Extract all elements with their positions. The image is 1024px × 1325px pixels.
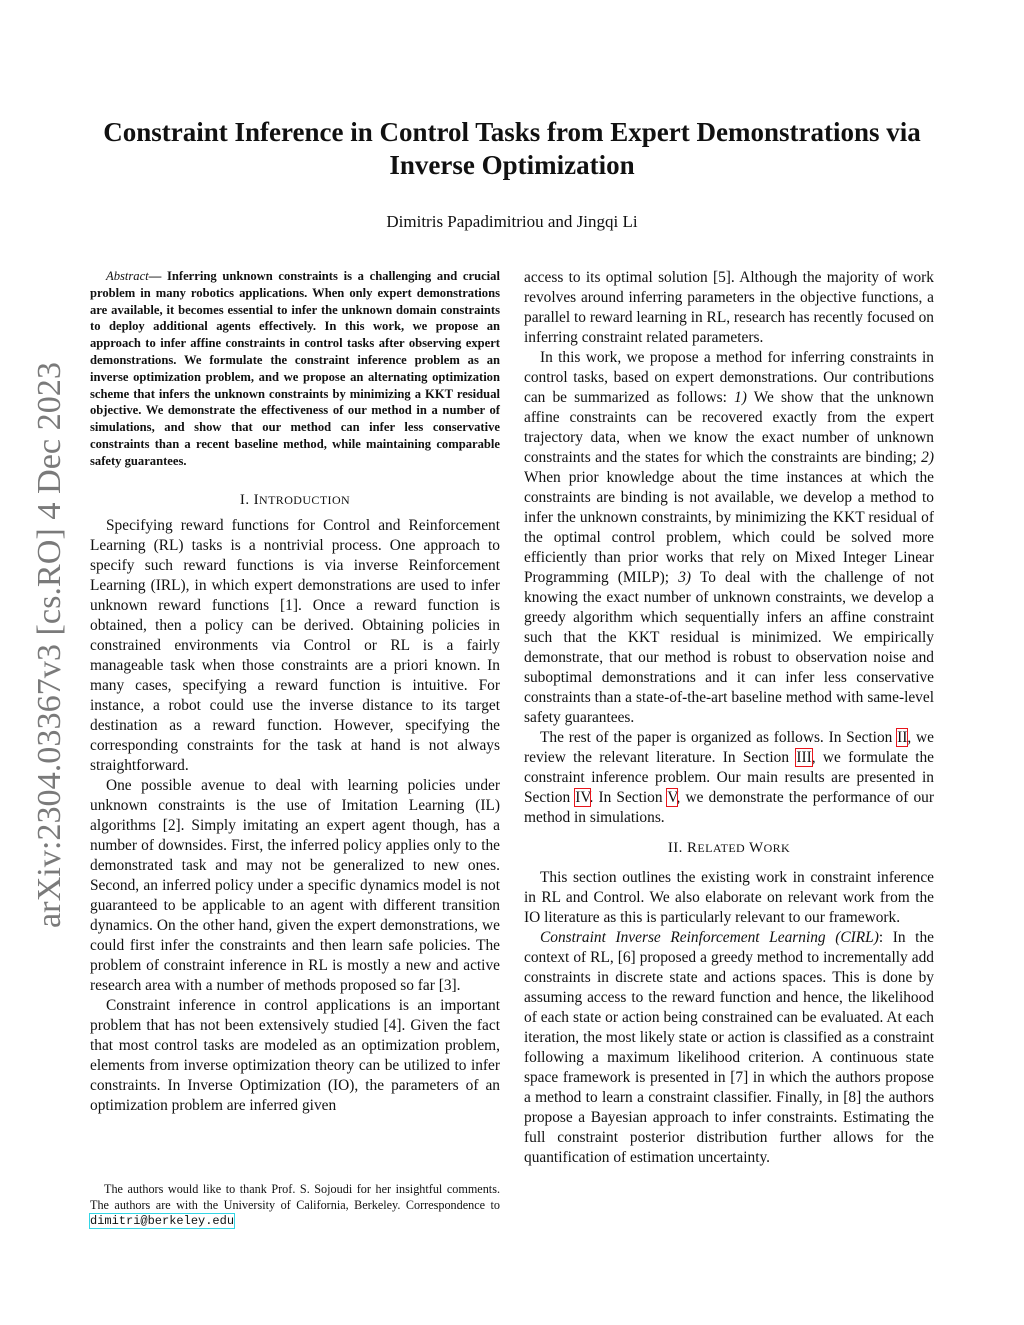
paper-title-line-1: Constraint Inference in Control Tasks from Expert Demonstrations via bbox=[103, 117, 921, 147]
paper-title bbox=[60, 116, 964, 182]
organization-text-e: , we demonstrate the performance of our method in simulations. bbox=[524, 789, 934, 826]
cirl-text: : In the context of RL, [6] proposed a greedy method to incrementally add constraints in discrete state and actions spaces. This is done by assuming access to the reward function and hence, the likelihood of each state or action being constrained can be evaluated. At each iteration, the most likely state or action is classified as a constraint following a maximum likelihood criterion. A continuous state space framework is presented in [7] in which the authors propose a method to learn a constraint classifier. Finally, in [8] the authors propose a Bayesian approach to infer constraints. Estimating the full constraint posterior distribution further allows for the quantification of estimation uncertainty. bbox=[524, 929, 934, 1166]
organization-text-b: , we review the relevant literature. In Section bbox=[524, 729, 934, 766]
contributions-text-b: We show that the unknown affine constraints can be recovered exactly from the expert trajectory data, when we know the exact number of unknown constraints and the states for which the constraints are binding; bbox=[524, 389, 934, 466]
abstract-dash: — bbox=[148, 269, 167, 283]
cirl-label: Constraint Inverse Reinforcement Learning (CIRL) bbox=[540, 929, 879, 946]
intro-paragraph-2: One possible avenue to deal with learning policies under unknown constraints is the use of Imitation Learning (IL) algorithms [2]. Simply imitating an expert agent though, has a number of downsides. First, the inferred policy applies only to the demonstrated task and may not be generalized to new ones. Second, an inferred policy under a specific dynamics model is not guaranteed to be applicable to an agent with different transition dynamics. On the other hand, given the expert demonstrations, we could first infer the constraints and then learn safe policies. The problem of constraint inference in RL is mostly a new and active research area with a number of methods proposed so far [3]. bbox=[90, 776, 500, 994]
intro-paragraph-3: Constraint inference in control applications is an important problem that has not been extensively studied [4]. Given the fact that most control tasks are modeled as an optimization problem, elements from inverse optimization theory can be utilized to infer constraints. In Inverse Optimization (IO), the parameters of an optimization problem are inferred given bbox=[90, 996, 500, 1114]
arxiv-identifier-stamp bbox=[14, 362, 76, 928]
abstract-label: Abstract bbox=[106, 269, 149, 283]
left-column bbox=[90, 268, 500, 1116]
intro-paragraph-3-continued: access to its optimal solution [5]. Although the majority of work revolves around inferring parameters in the objective functions, a parallel to reward learning in RL, research has recently focused on inferring constraint related parameters. bbox=[524, 269, 934, 346]
footnote-body: The authors would like to thank Prof. S. Sojoudi for her insightful comments. The authors are with the University of California, Berkeley. Correspondence to bbox=[90, 1182, 500, 1212]
abstract-text: Inferring unknown constraints is a challenging and crucial problem in many robotics applications. When only expert demonstrations are available, it becomes essential to infer the unknown domain constraints to deploy additional agents effectively. In this work, we propose an approach to infer affine constraints in control tasks after observing expert demonstrations. We formulate the constraint inference problem as an inverse optimization problem, and we propose an alternating optimization scheme that infers the unknown constraints by minimizing a KKT residual objective. We demonstrate the effectiveness of our method in a number of simulations, and show that our method can infer less conservative constraints than a recent baseline method, while maintaining comparable safety guarantees. bbox=[90, 269, 500, 468]
intro-paragraph-1: Specifying reward functions for Control and Reinforcement Learning (RL) tasks is a nontrivial process. One approach to specify such reward functions is via inverse Reinforcement Learning (IRL), in which expert demonstrations are used to infer unknown reward functions [1]. Once a reward function is obtained, then a policy can be derived. Obtaining policies in constrained environments via Control or RL is a fairly manageable task when those constraints are a priori known. In many cases, specifying a reward function is intuitive. For instance, a robot could use the inverse distance to its target destination as a reward function. However, specifying the corresponding constraints for the task at hand is not always straightforward. bbox=[90, 516, 500, 774]
abstract bbox=[90, 268, 500, 470]
section-link-ii[interactable]: II bbox=[897, 729, 908, 746]
contribution-marker-3: 3) bbox=[678, 569, 692, 586]
section-heading-introduction: I. INTRODUCTION bbox=[239, 491, 351, 508]
contributions-text-a: In this work, we propose a method for inferring constraints in control tasks, based on expert demonstrations. Our contributions can be summarized as follows: bbox=[524, 349, 934, 406]
section-link-v[interactable]: V bbox=[667, 789, 677, 806]
section-link-iv[interactable]: IV bbox=[575, 789, 590, 806]
contribution-marker-2: 2) bbox=[921, 449, 934, 466]
arxiv-identifier-text: arXiv:2304.03367v3 [cs.RO] 4 Dec 2023 bbox=[31, 365, 68, 928]
contributions-text-c: When prior knowledge about the time instances at which the constraints are binding is not available, we develop a method to infer the unknown constraints, by minimizing the KKT residual of the optimal control problem, which could be solved more efficiently than prior works that rely on Mixed Integer Linear Programming (MILP); bbox=[524, 469, 934, 586]
organization-text-a: The rest of the paper is organized as follows. In Section bbox=[540, 729, 898, 746]
footnote-text bbox=[90, 1182, 500, 1230]
paper-title-line-2: Inverse Optimization bbox=[389, 150, 635, 180]
related-paragraph-1: This section outlines the existing work in constraint inference in RL and Control. We also elaborate on relevant work from the IO literature as this is particularly relevant to our framework. bbox=[524, 869, 934, 926]
related-paragraph-cirl bbox=[524, 928, 934, 1168]
section-link-iii[interactable]: III bbox=[796, 749, 812, 766]
organization-text-c: , we formulate the constraint inference problem. Our main results are presented in Section bbox=[524, 749, 934, 806]
contribution-marker-1: 1) bbox=[734, 389, 747, 406]
section-heading-related-work: II. RELATED WORK bbox=[667, 840, 791, 856]
organization-text-d: . In Section bbox=[589, 789, 668, 806]
intro-paragraph-organization bbox=[524, 728, 934, 828]
contributions-text-d: To deal with the challenge of not knowing the exact number of unknown constraints, we develop a greedy algorithm which sequentially infers an affine constraint such that the KKT residual is minimized. We empirically demonstrate, that our method is robust to observation noise and suboptimal demonstrations and it can infer less conservative constraints than a state-of-the-art baseline method with same-level safety guarantees. bbox=[524, 569, 934, 726]
email-link[interactable]: dimitri@berkeley.edu bbox=[90, 1214, 235, 1228]
right-column bbox=[524, 268, 934, 1168]
intro-paragraph-contributions bbox=[524, 348, 934, 728]
author-list: Dimitris Papadimitriou and Jingqi Li bbox=[386, 212, 638, 231]
footnote bbox=[90, 1182, 500, 1230]
